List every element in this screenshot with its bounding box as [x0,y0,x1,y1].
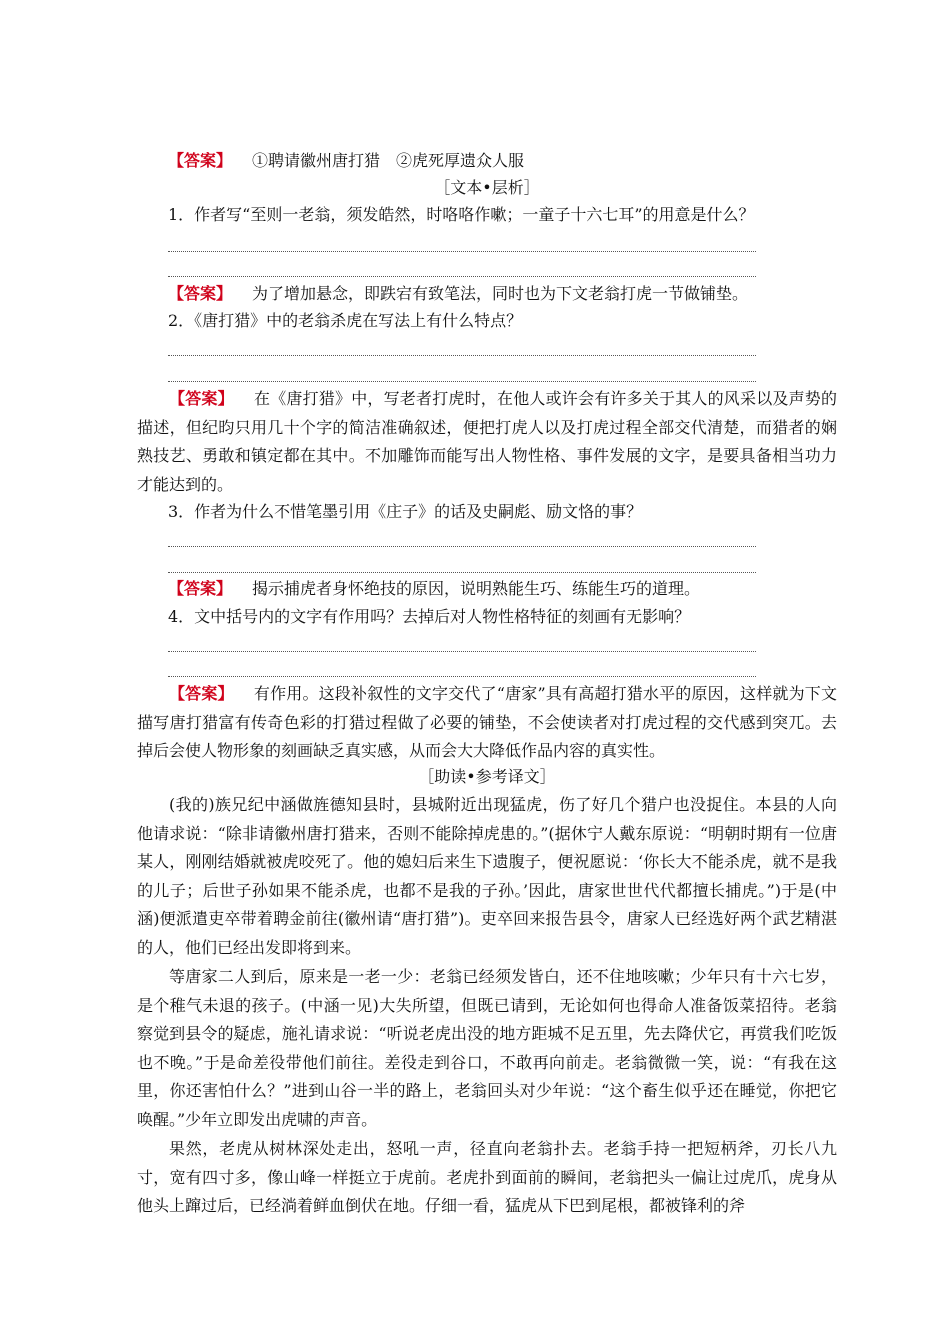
top-answer-line [168,149,868,173]
section-heading-text-analysis: ［文本•层析］ [434,178,540,197]
top-answer-text: ①聘请徽州唐打猎 ②虎死厚遗众人服 [252,151,525,170]
question-4: 4．文中括号内的文字有作用吗？去掉后对人物性格特征的刻画有无影响？ [168,607,691,626]
translation-paragraph-3: 果然，老虎从树林深处走出，怒吼一声，径直向老翁扑去。老翁手持一把短柄斧，刃长八九寸，宽有四寸多，像山峰一样挺立于虎前。老虎扑到面前的瞬间，老翁把头一偏让过虎爪，虎身从他头上蹿过后，已经淌着鲜血倒伏在地。仔细一看，猛虎从下巴到尾根，都被锋利的斧 [137,1139,837,1215]
answer-3-text: 揭示捕虎者身怀绝技的原因，说明熟能生巧、练能生巧的道理。 [252,579,701,598]
answer-tag: 【答案】 [168,151,233,170]
answer-tag: 【答案】 [169,389,234,408]
section-heading-translation: ［助读•参考译文］ [418,767,556,786]
answer-blank-line [168,251,756,252]
answer-blank-line [168,355,756,356]
answer-4-text: 有作用。这段补叙性的文字交代了“唐家”具有高超打猎水平的原因，这样就为下文描写唐打猎富有传奇色彩的打猎过程做了必要的铺垫，不会使读者对打虎过程的交代感到突兀。去掉后会使人物形象的刻画缺乏真实感，从而会大大降低作品内容的真实性。 [137,684,837,760]
answer-blank-line [168,572,756,573]
answer-tag: 【答案】 [168,579,233,598]
answer-blank-line [168,676,756,677]
answer-tag: 【答案】 [169,684,234,703]
answer-2-paragraph [137,385,837,499]
answer-blank-line [168,651,756,652]
translation-paragraph-1: (我的)族兄纪中涵做旌德知县时，县城附近出现猛虎，伤了好几个猎户也没捉住。本县的人向他请求说：“除非请徽州唐打猎来，否则不能除掉虎患的。”(据休宁人戴东原说：“明朝时期有一位唐某人，刚刚结婚就被虎咬死了。他的媳妇后来生下遗腹子，便祝愿说：‘你长大不能杀虎，就不是我的儿子；后世子孙如果不能杀虎，也都不是我的子孙。’因此，唐家世世代代都擅长捕虎。”)于是(中涵)便派遣吏卒带着聘金前往(徽州请“唐打猎”)。吏卒回来报告县令，唐家人已经选好两个武艺精湛的人，他们已经出发即将到来。 [137,795,837,957]
question-3: 3．作者为什么不惜笔墨引用《庄子》的话及史嗣彪、励文恪的事？ [168,502,643,521]
translation-paragraph-2: 等唐家二人到后，原来是一老一少：老翁已经须发皆白，还不住地咳嗽；少年只有十六七岁，是个稚气未退的孩子。(中涵一见)大失所望，但既已请到，无论如何也得命人准备饭菜招待。老翁察觉到县令的疑虑，施礼请求说：“听说老虎出没的地方距城不足五里，先去降伏它，再赏我们吃饭也不晚。”于是命差役带他们前往。差役走到谷口，不敢再向前走。老翁微微一笑，说：“有我在这里，你还害怕什么？”进到山谷一半的路上，老翁回头对少年说：“这个畜生似乎还在睡觉，你把它唤醒。”少年立即发出虎啸的声音。 [137,967,837,1129]
answer-4-paragraph [137,680,837,766]
answer-blank-line [168,546,756,547]
answer-3-line [168,577,868,601]
answer-1-text: 为了增加悬念，即跌宕有致笔法，同时也为下文老翁打虎一节做铺垫。 [252,284,749,303]
answer-blank-line [168,276,756,277]
answer-2-text: 在《唐打猎》中，写老者打虎时，在他人或许会有许多关于其人的风采以及声势的描述，但纪昀只用几十个字的简洁准确叙述，便把打虎人以及打虎过程全部交代清楚，而猎者的娴熟技艺、勇敢和镇定都在其中。不加雕饰而能写出人物性格、事件发展的文字，是要具备相当功力才能达到的。 [137,389,837,494]
answer-1-line [168,282,868,306]
answer-blank-line [168,381,756,382]
question-2: 2．《唐打猎》中的老翁杀虎在写法上有什么特点？ [168,311,523,330]
answer-tag: 【答案】 [168,284,233,303]
question-1: 1．作者写“至则一老翁，须发皓然，时咯咯作嗽；一童子十六七耳”的用意是什么？ [168,205,755,224]
